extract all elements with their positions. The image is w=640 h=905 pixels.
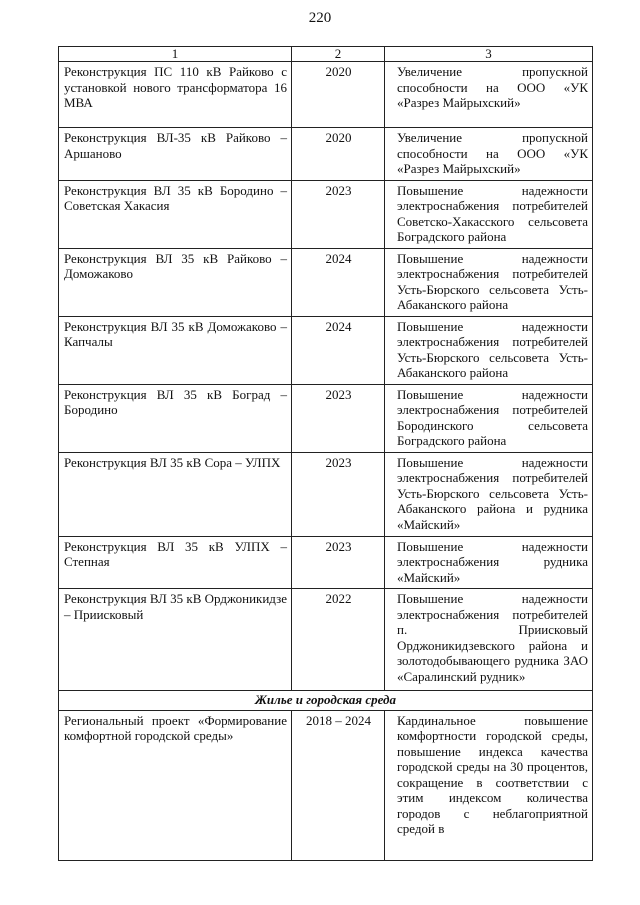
- projects-table: [58, 46, 593, 861]
- year-cell: 2023: [292, 384, 385, 452]
- year-cell: 2024: [292, 316, 385, 384]
- table-row: [59, 128, 593, 181]
- year-cell: 2018 – 2024: [292, 710, 385, 860]
- effect-cell: Повышение надежности электроснабжения потребителей Усть-Бюрского сельсовета Усть-Абаканского района и рудника «Майский»: [385, 452, 593, 536]
- table-header-row: [59, 47, 593, 62]
- year-cell: 2023: [292, 452, 385, 536]
- effect-cell: Повышение надежности электроснабжения потребителей Усть-Бюрского сельсовета Усть-Абаканского района: [385, 316, 593, 384]
- effect-cell: Увеличение пропускной способности на ООО «УК «Разрез Майрыхский»: [385, 62, 593, 128]
- project-name-cell: Реконструкция ВЛ 35 кВ УЛПХ – Степная: [59, 536, 292, 589]
- effect-cell: Повышение надежности электроснабжения потребителей Бородинского сельсовета Боградского района: [385, 384, 593, 452]
- year-cell: 2023: [292, 536, 385, 589]
- table-row: [59, 536, 593, 589]
- table-row: [59, 316, 593, 384]
- table-row: [59, 589, 593, 691]
- year-cell: 2023: [292, 180, 385, 248]
- table-row: [59, 452, 593, 536]
- table-row: [59, 710, 593, 860]
- section-title: Жилье и городская среда: [59, 691, 593, 711]
- section-row: [59, 691, 593, 711]
- table-row: [59, 248, 593, 316]
- project-name-cell: Реконструкция ВЛ 35 кВ Сора – УЛПХ: [59, 452, 292, 536]
- page-number: 220: [308, 10, 332, 26]
- effect-cell: Повышение надежности электроснабжения потребителей Советско-Хакасского сельсовета Боградского района: [385, 180, 593, 248]
- project-name-cell: Реконструкция ВЛ 35 кВ Бородино – Советская Хакасия: [59, 180, 292, 248]
- effect-cell: Увеличение пропускной способности на ООО «УК «Разрез Майрыхский»: [385, 128, 593, 181]
- project-name-cell: Реконструкция ВЛ 35 кВ Доможаково – Капчалы: [59, 316, 292, 384]
- year-cell: 2024: [292, 248, 385, 316]
- effect-cell: Кардинальное повышение комфортности городской среды, повышение индекса качества городской среды на 30 процентов, сокращение в соответствии с этим индексом количества городов с неблагоприятной средой в: [385, 710, 593, 860]
- column-header-3: 3: [385, 47, 593, 62]
- effect-cell: Повышение надежности электроснабжения потребителей п. Приисковый Орджоникидзевского района и золотодобывающего рудника ЗАО «Саралинский рудник»: [385, 589, 593, 691]
- column-header-2: 2: [292, 47, 385, 62]
- effect-cell: Повышение надежности электроснабжения рудника «Майский»: [385, 536, 593, 589]
- year-cell: 2022: [292, 589, 385, 691]
- project-name-cell: Реконструкция ВЛ 35 кВ Райково – Доможаково: [59, 248, 292, 316]
- table-row: [59, 180, 593, 248]
- table-row: [59, 62, 593, 128]
- effect-cell: Повышение надежности электроснабжения потребителей Усть-Бюрского сельсовета Усть-Абаканского района: [385, 248, 593, 316]
- year-cell: 2020: [292, 62, 385, 128]
- column-header-1: 1: [59, 47, 292, 62]
- project-name-cell: Реконструкция ВЛ 35 кВ Боград – Бородино: [59, 384, 292, 452]
- table-row: [59, 384, 593, 452]
- project-name-cell: Реконструкция ВЛ-35 кВ Райково – Аршаново: [59, 128, 292, 181]
- project-name-cell: Реконструкция ВЛ 35 кВ Орджоникидзе – Приисковый: [59, 589, 292, 691]
- project-name-cell: Региональный проект «Формирование комфортной городской среды»: [59, 710, 292, 860]
- project-name-cell: Реконструкция ПС 110 кВ Райково с установкой нового трансформатора 16 МВА: [59, 62, 292, 128]
- year-cell: 2020: [292, 128, 385, 181]
